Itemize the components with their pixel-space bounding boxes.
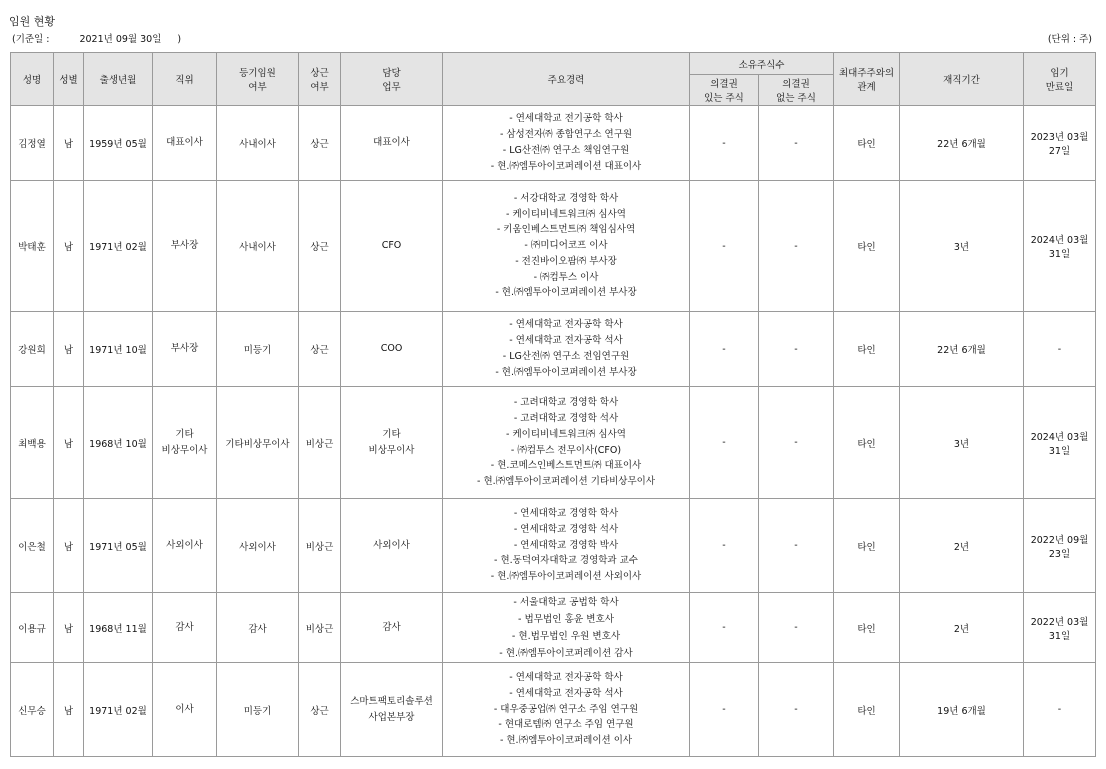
cell-duty [341, 663, 443, 757]
cell-position [153, 106, 217, 181]
table-row [11, 181, 1096, 312]
cell-position-line: 기타 [175, 428, 194, 440]
cell-term-end: 2024년 03월 31일 [1024, 387, 1096, 499]
cell-career [443, 663, 690, 757]
career-item: - 현.㈜엠투아이코퍼레이션 사외이사 [490, 571, 642, 583]
cell-duty-line: 대표이사 [373, 137, 410, 148]
header-fulltime: 상근 여부 [299, 53, 341, 106]
career-item: - ㈜컴투스 전무이사(CFO) [510, 444, 622, 456]
page-title: 임원 현황 [9, 15, 56, 28]
cell-duty [341, 181, 443, 312]
cell-duty [341, 106, 443, 181]
career-item: - 서울대학교 공법학 학사 [513, 596, 619, 608]
cell-name: 신무승 [11, 663, 54, 757]
cell-career [443, 312, 690, 387]
basis-label: (기준일 : [12, 34, 50, 45]
cell-gender: 남 [54, 312, 84, 387]
cell-voting-shares: - [690, 593, 759, 663]
career-item: - 현.㈜엠투아이코퍼레이션 감사 [499, 647, 633, 659]
cell-gender: 남 [54, 663, 84, 757]
cell-term-end: - [1024, 312, 1096, 387]
cell-relation: 타인 [834, 499, 900, 593]
career-item: - 대우중공업㈜ 연구소 주임 연구원 [493, 703, 639, 715]
cell-birth: 1971년 02월 [84, 181, 153, 312]
cell-name: 이은철 [11, 499, 54, 593]
cell-nonvoting-shares: - [759, 181, 834, 312]
career-item: - ㈜컴투스 이사 [533, 271, 599, 283]
cell-career [443, 387, 690, 499]
table-body [11, 106, 1096, 757]
career-item: - 현.㈜엠투아이코퍼레이션 기타비상무이사 [477, 476, 655, 488]
cell-gender: 남 [54, 106, 84, 181]
career-item: - 현대로템㈜ 연구소 주임 연구원 [498, 719, 634, 731]
header-gender: 성별 [54, 53, 84, 106]
cell-birth: 1971년 05월 [84, 499, 153, 593]
cell-position [153, 312, 217, 387]
cell-position-line: 이사 [175, 703, 194, 715]
cell-career [443, 106, 690, 181]
cell-position [153, 663, 217, 757]
cell-tenure: 3년 [900, 387, 1024, 499]
unit-label: (단위 : 주) [1047, 34, 1092, 45]
cell-tenure: 22년 6개월 [900, 312, 1024, 387]
header-relation: 최대주주와의 관계 [834, 53, 900, 106]
cell-registered: 감사 [217, 593, 299, 663]
cell-tenure: 2년 [900, 499, 1024, 593]
career-item: - 케이티비네트워크㈜ 심사역 [506, 428, 626, 440]
cell-registered: 사내이사 [217, 181, 299, 312]
cell-relation: 타인 [834, 593, 900, 663]
cell-career [443, 499, 690, 593]
cell-duty-line: 비상무이사 [368, 444, 415, 456]
career-item: - 연세대학교 경영학 박사 [513, 539, 619, 551]
cell-nonvoting-shares: - [759, 663, 834, 757]
cell-duty [341, 312, 443, 387]
cell-fulltime: 비상근 [299, 593, 341, 663]
cell-birth: 1968년 11월 [84, 593, 153, 663]
table-header [11, 53, 1096, 106]
cell-name: 최백용 [11, 387, 54, 499]
cell-fulltime: 비상근 [299, 387, 341, 499]
cell-relation: 타인 [834, 106, 900, 181]
officers-table [10, 52, 1096, 757]
table-row [11, 593, 1096, 663]
cell-position [153, 499, 217, 593]
header-tenure: 재직기간 [900, 53, 1024, 106]
cell-position-line: 사외이사 [166, 539, 203, 551]
cell-position-line: 부사장 [170, 240, 199, 251]
career-item: - 현.㈜엠투아이코퍼레이션 부사장 [495, 366, 637, 378]
basis-date: 2021년 09월 30일 [79, 34, 162, 45]
header-career: 주요경력 [443, 53, 690, 106]
cell-birth: 1959년 05월 [84, 106, 153, 181]
cell-duty [341, 387, 443, 499]
cell-relation: 타인 [834, 663, 900, 757]
cell-position-line: 대표이사 [166, 137, 203, 148]
career-item: - 고려대학교 경영학 석사 [513, 412, 619, 424]
cell-duty-line: 사업본부장 [368, 711, 415, 723]
cell-career [443, 181, 690, 312]
career-item: - 현.㈜엠투아이코퍼레이션 대표이사 [490, 160, 642, 172]
cell-relation: 타인 [834, 312, 900, 387]
header-name: 성명 [11, 53, 54, 106]
header-duty: 담당 업무 [341, 53, 443, 106]
cell-position [153, 181, 217, 312]
header-shares: 소유주식수 [690, 53, 834, 75]
table-row [11, 499, 1096, 593]
cell-nonvoting-shares: - [759, 499, 834, 593]
cell-relation: 타인 [834, 181, 900, 312]
cell-career [443, 593, 690, 663]
cell-position [153, 387, 217, 499]
career-item: - 연세대학교 경영학 석사 [513, 523, 619, 535]
career-item: - 고려대학교 경영학 학사 [513, 397, 619, 409]
cell-birth: 1968년 10월 [84, 387, 153, 499]
career-item: - 연세대학교 전자공학 석사 [509, 335, 623, 347]
career-item: - 서강대학교 경영학 학사 [513, 192, 619, 204]
cell-registered: 미등기 [217, 663, 299, 757]
cell-tenure: 2년 [900, 593, 1024, 663]
header-birth: 출생년월 [84, 53, 153, 106]
career-item: - LG산전㈜ 연구소 책임연구원 [502, 145, 630, 156]
cell-nonvoting-shares: - [759, 312, 834, 387]
cell-gender: 남 [54, 499, 84, 593]
header-nonvoting: 의결권 없는 주식 [759, 75, 834, 106]
basis-date-line [12, 31, 181, 45]
cell-voting-shares: - [690, 387, 759, 499]
cell-fulltime: 비상근 [299, 499, 341, 593]
cell-name: 김정열 [11, 106, 54, 181]
cell-registered: 기타비상무이사 [217, 387, 299, 499]
table-row [11, 387, 1096, 499]
table-row [11, 312, 1096, 387]
career-item: - 현.동덕여자대학교 경영학과 교수 [494, 555, 638, 567]
career-item: - 키움인베스트먼트㈜ 책임심사역 [496, 224, 636, 236]
cell-gender: 남 [54, 181, 84, 312]
cell-tenure: 3년 [900, 181, 1024, 312]
cell-voting-shares: - [690, 106, 759, 181]
cell-birth: 1971년 10월 [84, 312, 153, 387]
cell-registered: 사내이사 [217, 106, 299, 181]
cell-position-line: 비상무이사 [161, 444, 208, 456]
career-item: - 법무법인 홍윤 변호사 [517, 613, 615, 625]
career-item: - 연세대학교 전기공학 학사 [509, 113, 623, 125]
cell-fulltime: 상근 [299, 663, 341, 757]
cell-name: 강원희 [11, 312, 54, 387]
header-voting: 의결권 있는 주식 [690, 75, 759, 106]
cell-term-end: 2022년 09월 23일 [1024, 499, 1096, 593]
cell-fulltime: 상근 [299, 312, 341, 387]
career-item: - 연세대학교 전자공학 학사 [509, 319, 623, 331]
cell-duty-line: 사외이사 [373, 539, 410, 551]
career-item: - ㈜미디어코프 이사 [524, 240, 608, 252]
cell-nonvoting-shares: - [759, 387, 834, 499]
cell-gender: 남 [54, 387, 84, 499]
cell-duty-line: 스마트팩토리솔루션 [350, 695, 433, 707]
table-row [11, 106, 1096, 181]
cell-term-end: 2024년 03월 31일 [1024, 181, 1096, 312]
cell-nonvoting-shares: - [759, 106, 834, 181]
basis-close: ) [177, 34, 182, 45]
career-item: - 현.㈜엠투아이코퍼레이션 부사장 [495, 287, 637, 299]
cell-relation: 타인 [834, 387, 900, 499]
career-item: - 연세대학교 전자공학 석사 [509, 687, 623, 699]
cell-voting-shares: - [690, 663, 759, 757]
cell-voting-shares: - [690, 312, 759, 387]
career-item: - 현.법무법인 우원 변호사 [511, 630, 621, 642]
career-item: - LG산전㈜ 연구소 전임연구원 [502, 351, 630, 362]
cell-name: 박태훈 [11, 181, 54, 312]
cell-registered: 사외이사 [217, 499, 299, 593]
cell-position-line: 감사 [175, 621, 194, 633]
cell-duty-line: COO [380, 343, 403, 354]
career-item: - 연세대학교 경영학 학사 [513, 508, 619, 519]
career-item: - 연세대학교 전자공학 학사 [509, 672, 623, 683]
cell-term-end: - [1024, 663, 1096, 757]
cell-tenure: 19년 6개월 [900, 663, 1024, 757]
cell-voting-shares: - [690, 181, 759, 312]
cell-tenure: 22년 6개월 [900, 106, 1024, 181]
cell-duty [341, 593, 443, 663]
career-item: - 현.㈜엠투아이코퍼레이션 이사 [499, 735, 633, 747]
cell-duty-line: 기타 [382, 428, 401, 440]
header-registered: 등기임원 여부 [217, 53, 299, 106]
cell-term-end: 2023년 03월 27일 [1024, 106, 1096, 181]
header-term-end: 임기 만료일 [1024, 53, 1096, 106]
cell-fulltime: 상근 [299, 181, 341, 312]
table-row [11, 663, 1096, 757]
cell-position [153, 593, 217, 663]
career-item: - 케이티비네트워크㈜ 심사역 [506, 208, 626, 220]
cell-duty-line: 감사 [382, 621, 401, 633]
cell-term-end: 2022년 03월 31일 [1024, 593, 1096, 663]
header-position: 직위 [153, 53, 217, 106]
cell-voting-shares: - [690, 499, 759, 593]
cell-fulltime: 상근 [299, 106, 341, 181]
career-item: - 현.코메스인베스트먼트㈜ 대표이사 [490, 460, 642, 472]
cell-duty-line: CFO [381, 240, 402, 251]
cell-nonvoting-shares: - [759, 593, 834, 663]
cell-birth: 1971년 02월 [84, 663, 153, 757]
career-item: - 삼성전자㈜ 종합연구소 연구원 [499, 129, 633, 141]
cell-registered: 미등기 [217, 312, 299, 387]
cell-name: 이용규 [11, 593, 54, 663]
cell-duty [341, 499, 443, 593]
cell-position-line: 부사장 [170, 343, 199, 354]
cell-gender: 남 [54, 593, 84, 663]
career-item: - 전진바이오팜㈜ 부사장 [515, 255, 617, 267]
